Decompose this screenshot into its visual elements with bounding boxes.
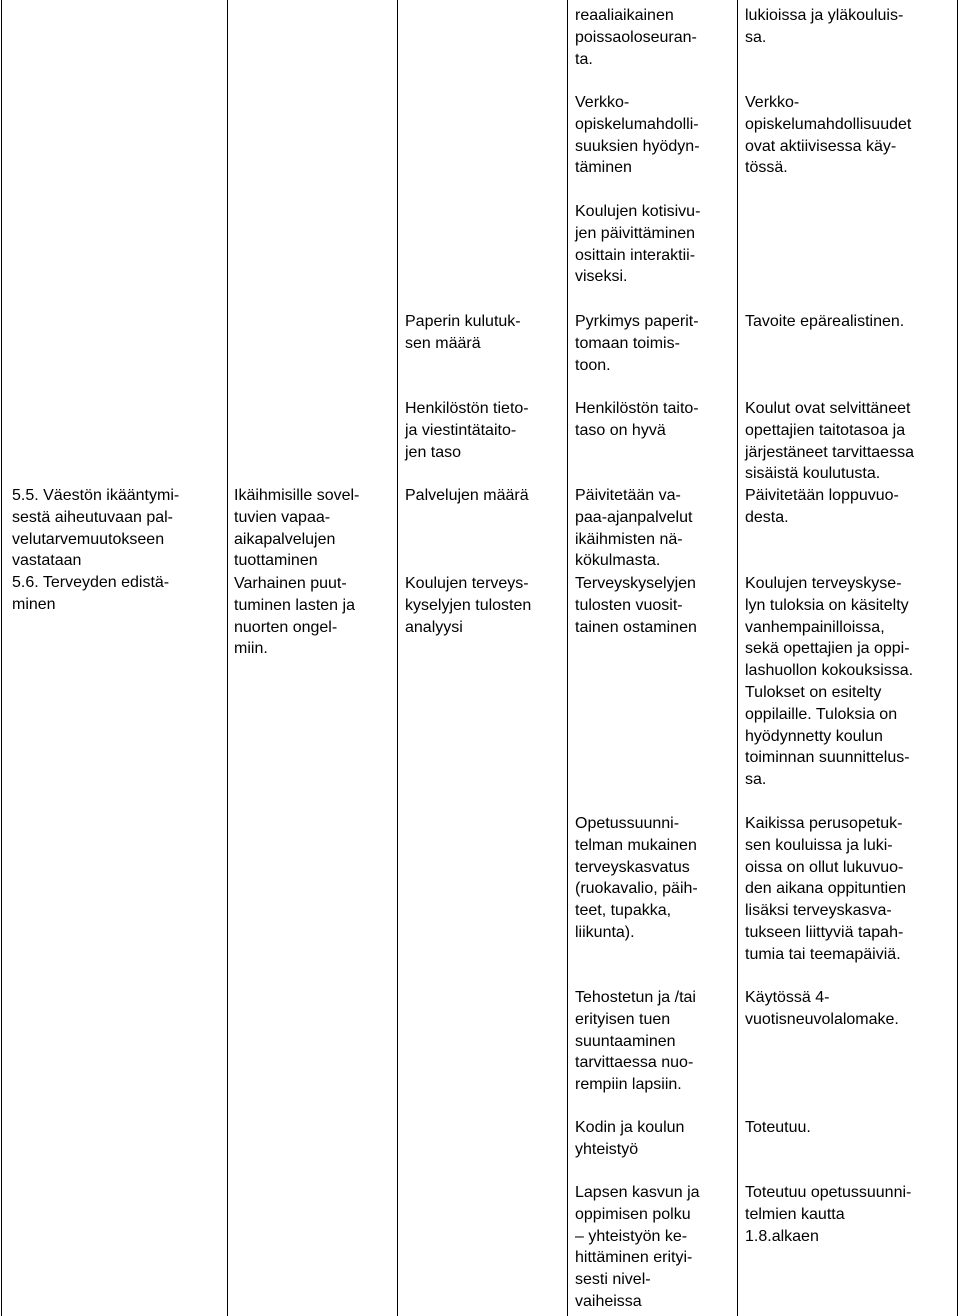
table-cell-action: Varhainen puut- tuminen lasten ja nuorten ongel- miin. — [234, 575, 355, 658]
table-cell-evaluation: Verkko- opiskelumahdollisuudet ovat aktiivisessa käy- tössä. — [745, 94, 912, 177]
table-cell-indicator: Paperin kulutuk- sen määrä — [405, 313, 521, 352]
table-cell-evaluation: Toteutuu opetussuunni- telmien kautta 1.8.alkaen — [745, 1184, 912, 1245]
table-cell-indicator-target: Opetussuunni- telman mukainen terveyskasvatus (ruokavalio, päih- teet, tupakka, liikunta). — [575, 815, 698, 941]
table-cell-indicator-target: Pyrkimys paperit- tomaan toimis- toon. — [575, 313, 699, 374]
table-cell-goal: 5.5. Väestön ikääntymi- sestä aiheutuvaan pal- velutarvemuutokseen vastataan 5.6. Terveyden edistä- minen — [12, 487, 180, 613]
table-cell-evaluation: lukioissa ja yläkouluis- sa. — [745, 7, 904, 46]
table-cell-evaluation: Käytössä 4- vuotisneuvolalomake. — [745, 989, 899, 1028]
table-column-divider-3 — [567, 0, 568, 1316]
table-cell-indicator-target: Lapsen kasvun ja oppimisen polku – yhteistyön ke- hittäminen erityi- sesti nivel- vaiheissa — [575, 1184, 700, 1310]
table-cell-evaluation: Koulujen terveyskyse- lyn tuloksia on käsitelty vanhempainilloissa, sekä opettajien ja oppi- lashuollon kokouksissa. Tulokset on esitelty oppilaille. Tuloksia on hyödynnetty koulun toiminnan suunnittelus- sa. — [745, 575, 914, 789]
table-cell-indicator: Henkilöstön tieto- ja viestintätaito- jen taso — [405, 400, 529, 461]
table-cell-indicator-target: reaaliaikainen poissaoloseuran- ta. — [575, 7, 697, 68]
table-cell-indicator: Palvelujen määrä — [405, 487, 529, 504]
table-cell-evaluation: Koulut ovat selvittäneet opettajien taitotasoa ja järjestäneet tarvittaessa sisäistä koulutusta. — [745, 400, 914, 483]
table-cell-indicator-target: Henkilöstön taito- taso on hyvä — [575, 400, 699, 439]
table-cell-evaluation: Päivitetään loppuvuo- desta. — [745, 487, 899, 526]
table-cell-indicator-target: Verkko- opiskelumahdolli- suuksien hyödyn- täminen — [575, 94, 700, 177]
table-cell-indicator-target: Tehostetun ja /tai erityisen tuen suuntaaminen tarvittaessa nuo- rempiin lapsiin. — [575, 989, 696, 1094]
table-border-right — [957, 0, 958, 1316]
table-cell-indicator-target: Koulujen kotisivu- jen päivittäminen osittain interaktii- viseksi. — [575, 203, 701, 286]
table-column-divider-4 — [737, 0, 738, 1316]
table-cell-indicator-target: Terveyskyselyjen tulosten vuosit- tainen ostaminen — [575, 575, 697, 636]
table-column-divider-2 — [397, 0, 398, 1316]
table-cell-evaluation: Toteutuu. — [745, 1119, 811, 1136]
table-cell-evaluation: Tavoite epärealistinen. — [745, 313, 905, 330]
table-column-divider-1 — [227, 0, 228, 1316]
table-cell-evaluation: Kaikissa perusopetuk- sen kouluissa ja luki- oissa on ollut lukuvuo- den aikana oppituntien lisäksi terveyskasva- tukseen liittyviä tapah- tumia tai teemapäiviä. — [745, 815, 907, 963]
table-border-left — [1, 0, 2, 1316]
table-cell-indicator-target: Kodin ja koulun yhteistyö — [575, 1119, 685, 1158]
table-cell-indicator: Koulujen terveys- kyselyjen tulosten analyysi — [405, 575, 532, 636]
table-cell-action: Ikäihmisille sovel- tuvien vapaa- aikapalvelujen tuottaminen — [234, 487, 360, 570]
table-cell-indicator-target: Päivitetään va- paa-ajanpalvelut ikäihmisten nä- kökulmasta. — [575, 487, 693, 570]
